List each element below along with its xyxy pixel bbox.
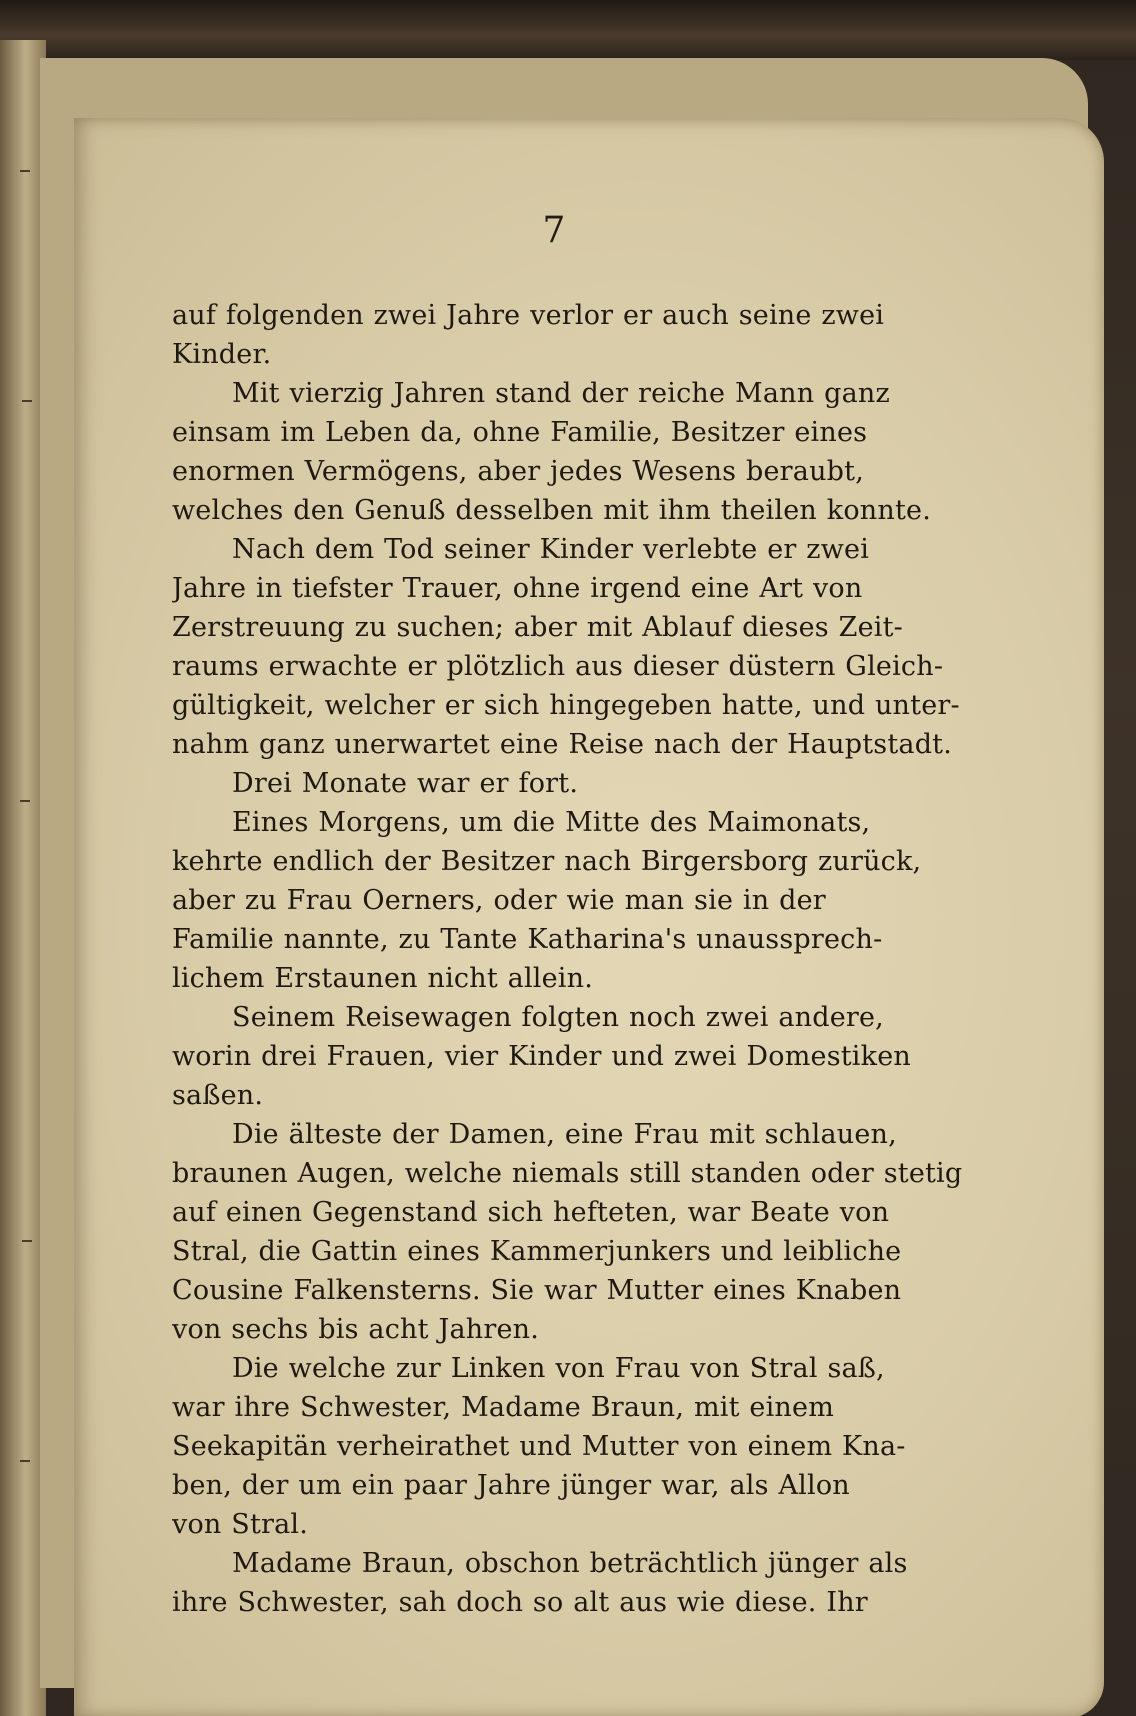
text-line: auf folgenden zwei Jahre verlor er auch seine zwei	[172, 300, 885, 331]
text-line: enormen Vermögens, aber jedes Wesens beraubt,	[172, 456, 864, 487]
text-line: lichem Erstaunen nicht allein.	[172, 963, 594, 994]
text-line: saßen.	[172, 1080, 264, 1111]
text-line: Seinem Reisewagen folgten noch zwei andere,	[232, 1002, 884, 1033]
margin-mark	[22, 400, 32, 402]
text-line: Jahre in tiefster Trauer, ohne irgend eine Art von	[172, 573, 863, 604]
text-line: nahm ganz unerwartet eine Reise nach der Hauptstadt.	[172, 729, 953, 760]
margin-mark	[20, 1460, 30, 1462]
text-line: Eines Morgens, um die Mitte des Maimonats,	[232, 807, 871, 838]
text-line: welches den Genuß desselben mit ihm theilen konnte.	[172, 495, 931, 526]
text-line: raums erwachte er plötzlich aus dieser düstern Gleich-	[172, 651, 944, 682]
page-stack	[40, 58, 1088, 1688]
text-line: Zerstreuung zu suchen; aber mit Ablauf dieses Zeit-	[172, 612, 903, 643]
text-line: kehrte endlich der Besitzer nach Birgersborg zurück,	[172, 846, 922, 877]
text-line: ben, der um ein paar Jahre jünger war, als Allon	[172, 1470, 850, 1501]
text-line: Stral, die Gattin eines Kammerjunkers und leibliche	[172, 1236, 902, 1267]
text-line: von Stral.	[172, 1509, 309, 1540]
text-line: einsam im Leben da, ohne Familie, Besitzer eines	[172, 417, 868, 448]
book-binding	[0, 0, 1136, 60]
text-line: Cousine Falkensterns. Sie war Mutter eines Knaben	[172, 1275, 902, 1306]
book-page	[74, 118, 1104, 1716]
text-line: Seekapitän verheirathet und Mutter von einem Kna-	[172, 1431, 906, 1462]
text-line: Drei Monate war er fort.	[232, 768, 579, 799]
text-line: braunen Augen, welche niemals still standen oder stetig	[172, 1158, 963, 1189]
text-line: auf einen Gegenstand sich hefteten, war Beate von	[172, 1197, 890, 1228]
page-number: 7	[542, 210, 566, 251]
text-line: war ihre Schwester, Madame Braun, mit einem	[172, 1392, 835, 1423]
margin-mark	[20, 800, 30, 802]
text-line: Familie nannte, zu Tante Katharina's unaussprech-	[172, 924, 883, 955]
text-line: gültigkeit, welcher er sich hingegeben hatte, und unter-	[172, 690, 960, 721]
text-line: aber zu Frau Oerners, oder wie man sie in der	[172, 885, 826, 916]
text-line: Die welche zur Linken von Frau von Stral saß,	[232, 1353, 885, 1384]
text-line: Kinder.	[172, 339, 272, 370]
text-line: von sechs bis acht Jahren.	[172, 1314, 540, 1345]
text-line: Nach dem Tod seiner Kinder verlebte er zwei	[232, 534, 870, 565]
text-line: Mit vierzig Jahren stand der reiche Mann ganz	[232, 378, 890, 409]
body-text	[172, 296, 1018, 1622]
text-line: Die älteste der Damen, eine Frau mit schlauen,	[232, 1119, 897, 1150]
text-line: worin drei Frauen, vier Kinder und zwei Domestiken	[172, 1041, 911, 1072]
text-line: Madame Braun, obschon beträchtlich jünger als	[232, 1548, 908, 1579]
margin-mark	[22, 1240, 32, 1242]
margin-mark	[20, 170, 30, 172]
text-line: ihre Schwester, sah doch so alt aus wie diese. Ihr	[172, 1587, 868, 1618]
